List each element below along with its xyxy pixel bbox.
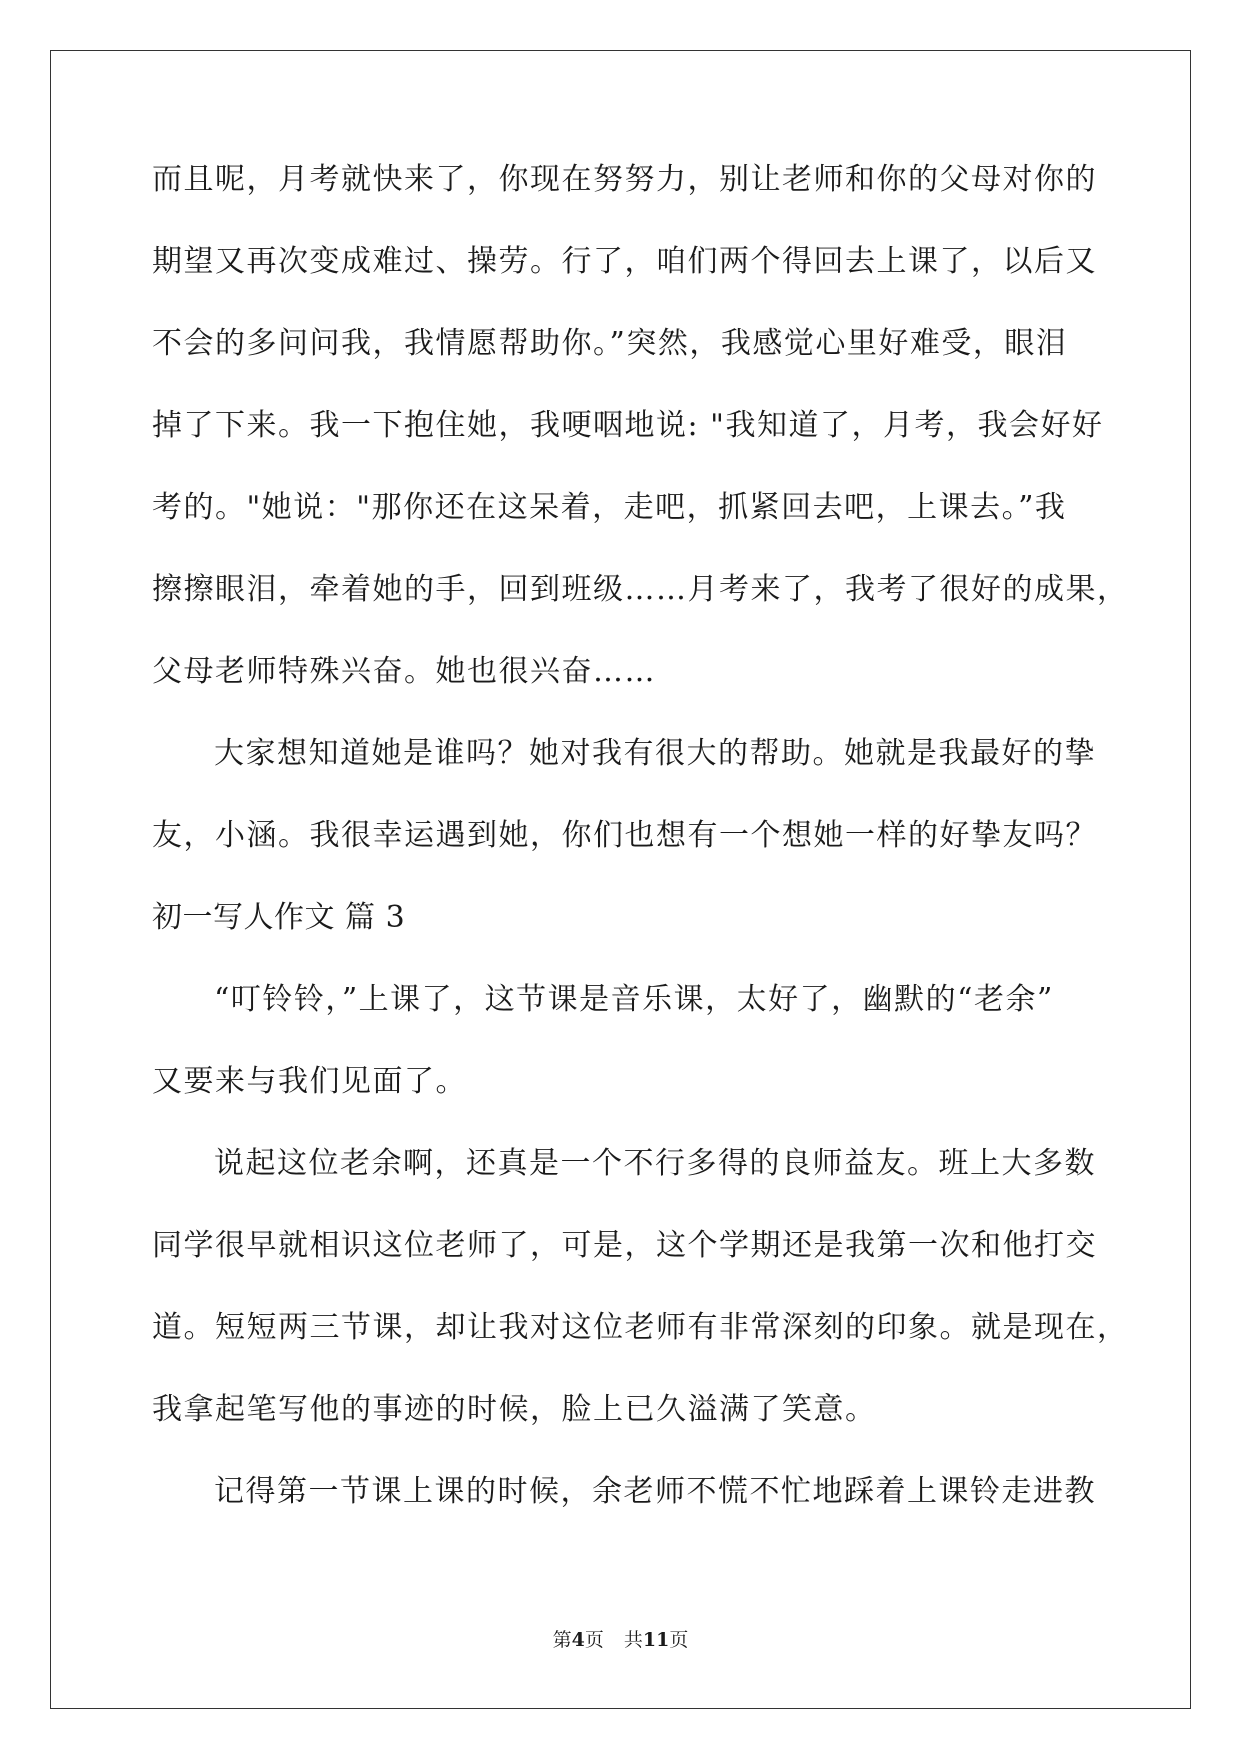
- paragraph-start-line: 大家想知道她是谁吗？她对我有很大的帮助。她就是我最好的挚: [214, 736, 1096, 771]
- text-line: 期望又再次变成难过、操劳。行了，咱们两个得回去上课了，以后又: [152, 244, 1097, 279]
- total-prefix: 共: [623, 1629, 643, 1651]
- text-line: 道。短短两三节课，却让我对这位老师有非常深刻的印象。就是现在，: [152, 1310, 1129, 1345]
- text-line: 不会的多问问我，我情愿帮助你。”突然，我感觉心里好难受，眼泪: [152, 326, 1068, 361]
- text-line: 考的。"她说："那你还在这呆着，走吧，抓紧回去吧，上课去。”我: [152, 490, 1067, 525]
- document-body: [152, 160, 1129, 1554]
- total-suffix: 页: [669, 1629, 689, 1651]
- paragraph-start-line: “叮铃铃，”上课了，这节课是音乐课，太好了，幽默的“老余”: [214, 982, 1054, 1017]
- text-line: 擦擦眼泪，牵着她的手，回到班级……月考来了，我考了很好的成果，: [152, 572, 1129, 607]
- paragraph-start-line: 记得第一节课上课的时候，余老师不慌不忙地踩着上课铃走进教: [214, 1474, 1096, 1509]
- text-line: 我拿起笔写他的事迹的时候，脸上已久溢满了笑意。: [152, 1392, 877, 1427]
- page-footer: [0, 1625, 1241, 1652]
- page-prefix: 第: [552, 1629, 572, 1651]
- text-line: 而且呢，月考就快来了，你现在努努力，别让老师和你的父母对你的: [152, 162, 1097, 197]
- text-line: 又要来与我们见面了。: [152, 1064, 467, 1099]
- total-pages: 11: [642, 1629, 670, 1651]
- text-line: 掉了下来。我一下抱住她，我哽咽地说: "我知道了，月考，我会好好: [152, 408, 1104, 443]
- text-line: 友，小涵。我很幸运遇到她，你们也想有一个想她一样的好挚友吗？: [152, 818, 1097, 853]
- page-suffix: 页: [584, 1629, 604, 1651]
- page-number: 4: [571, 1629, 585, 1651]
- text-line: 同学很早就相识这位老师了，可是，这个学期还是我第一次和他打交: [152, 1228, 1097, 1263]
- section-heading: 初一写人作文 篇 3: [152, 900, 406, 935]
- paragraph-start-line: 说起这位老余啊，还真是一个不行多得的良师益友。班上大多数: [214, 1146, 1096, 1181]
- text-line: 父母老师特殊兴奋。她也很兴奋……: [152, 654, 656, 689]
